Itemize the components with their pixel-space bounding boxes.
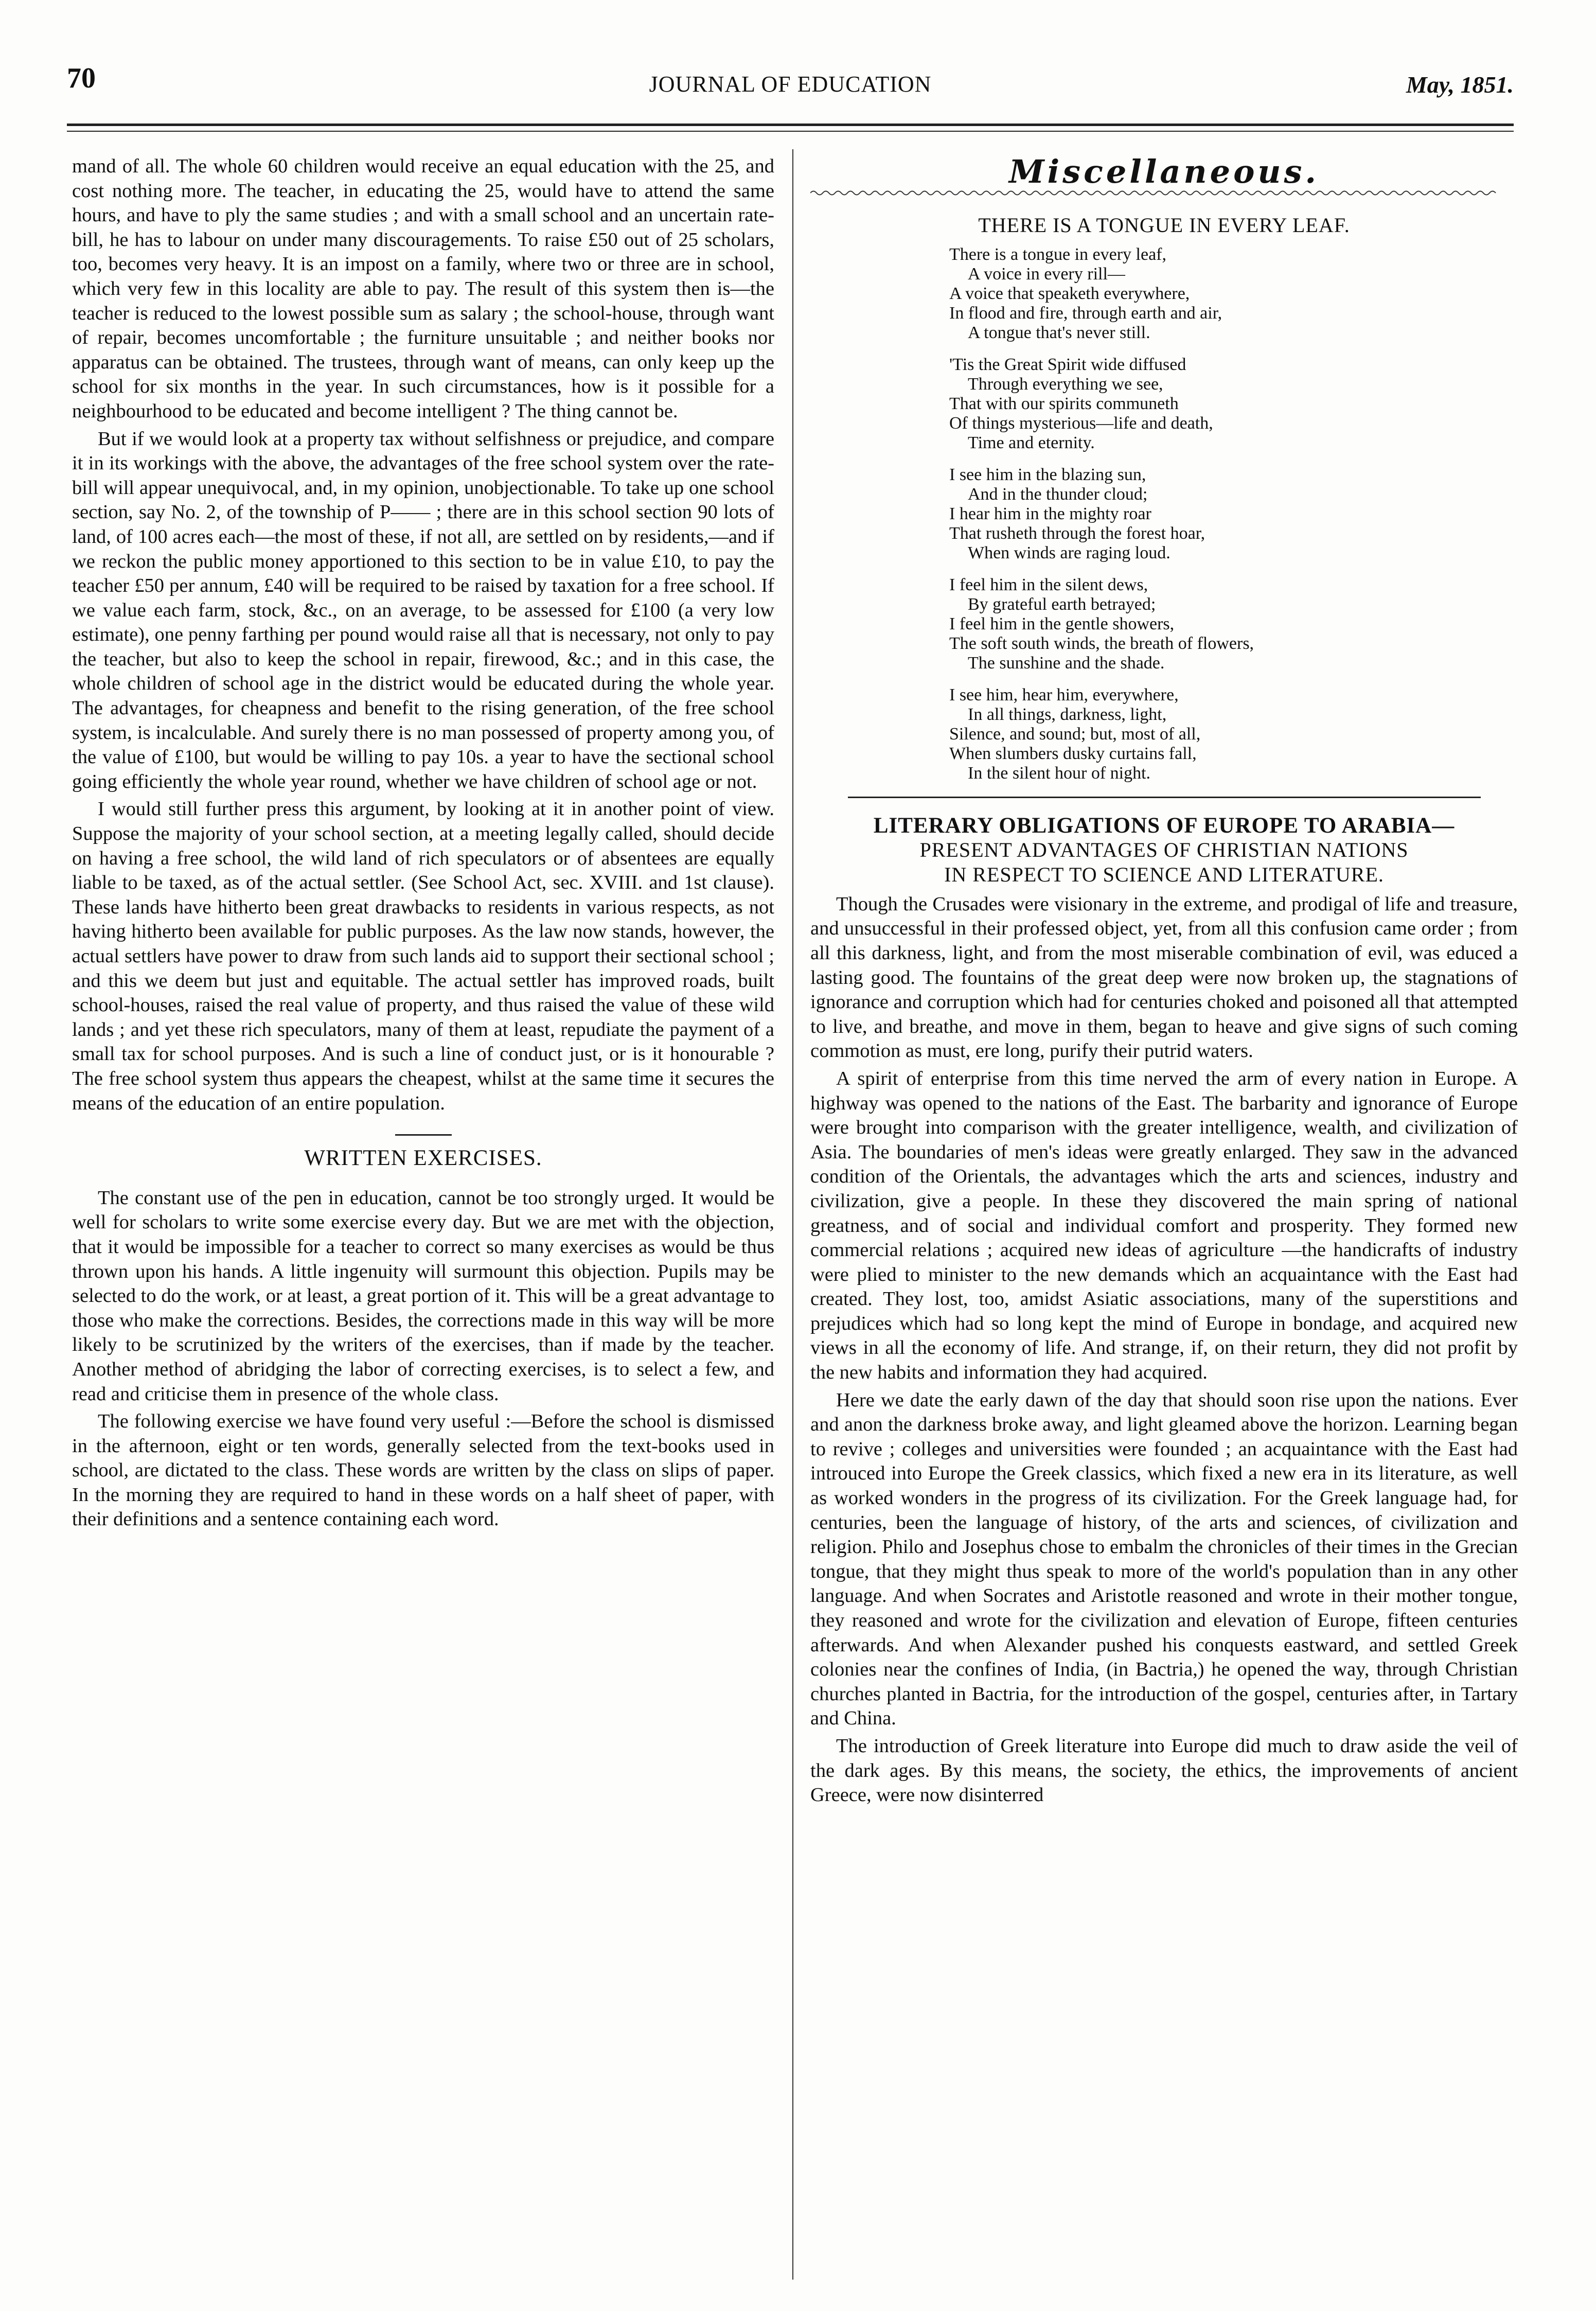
miscellaneous-heading: Miscellaneous.: [1008, 153, 1319, 190]
poem-line: I hear him in the mighty roar: [949, 504, 1151, 523]
poem-stanza: [949, 685, 1518, 783]
poem-line: That rusheth through the forest hoar,: [949, 523, 1205, 543]
header-rule: [67, 124, 1514, 126]
section-divider: [848, 797, 1481, 798]
poem-line: In the silent hour of night.: [968, 763, 1151, 783]
article-subtitle-line: PRESENT ADVANTAGES OF CHRISTIAN NATIONS: [919, 838, 1409, 861]
issue-date: May, 1851.: [1406, 72, 1514, 98]
article-title: LITERARY OBLIGATIONS OF EUROPE TO ARABIA—: [873, 813, 1455, 838]
right-column: [810, 154, 1518, 1811]
poem-line: By grateful earth betrayed;: [968, 594, 1156, 614]
paragraph: The following exercise we have found very useful :—Before the school is dismissed in the afternoon, eight or ten words, generally selected from the text-books used in school, are dictated to the class. These words are written by the class on slips of paper. In the morning they are required to hand in these words on a half sheet of paper, with their definitions and a sentence containing each word.: [72, 1410, 774, 1530]
paragraph: I would still further press this argument, by looking at it in another point of view. Suppose the majority of your school section, at a meeting legally called, should decide on having a free school, the wild land of rich speculators or of absentees are equally liable to be taxed, as of the actual settler. (See School Act, sec. XVIII. and 1st clause). These lands have hitherto been great drawbacks to residents in various respects, as not having hitherto been available for public purposes. As the law now stands, however, the actual settlers have power to draw from such lands aid to support their sectional school ; and this we deem but just and equitable. The actual settler has improved roads, built school-houses, raised the real value of property, and thus raised the value of these wild lands ; and yet these rich speculators, many of them at least, repudiate the payment of a small tax for school purposes. And is such a line of conduct just, or is it honourable ? The free school system thus appears the cheapest, whilst at the same time it secures the means of the education of an entire population.: [72, 798, 774, 1114]
paragraph: mand of all. The whole 60 children would receive an equal education with the 25, and cost nothing more. The teacher, in educating the 25, would have to attend the same hours, and have to ply the same studies ; and with a small school and an uncertain rate-bill, he has to labour on under many discouragements. To raise £50 out of 25 scholars, too, becomes very heavy. It is an impost on a family, where two or three are in school, which very few in this locality are able to pay. The result of this system then is—the teacher is reduced to the lowest possible sum as salary ; the school-house, through want of repair, becomes uncomfortable ; the furniture unsuitable ; and neither books nor apparatus can be obtained. The trustees, through want of means, can only keep up the school for six months in the year. In such circumstances, how is it possible for a neighbourhood to be educated and become intelligent ? The thing cannot be.: [72, 155, 774, 422]
poem-line: Silence, and sound; but, most of all,: [949, 724, 1201, 744]
poem-line: Of things mysterious—life and death,: [949, 413, 1213, 433]
left-column: [72, 154, 774, 1535]
poem-line: A voice in every rill—: [968, 264, 1125, 284]
poem-line: When slumbers dusky curtains fall,: [949, 744, 1197, 763]
page-number: 70: [67, 62, 96, 94]
poem-line: When winds are raging loud.: [968, 543, 1171, 562]
poem-line: A tongue that's never still.: [968, 323, 1150, 342]
section-heading-written-exercises: WRITTEN EXERCISES.: [304, 1146, 542, 1171]
paragraph: Though the Crusades were visionary in the extreme, and prodigal of life and treasure, and unsuccessful in their professed object, yet, from all this confusion came order ; from all this darkness, light, and from the most miserable combination of evil, was educed a lasting good. The fountains of the great deep were now broken up, the stagnations of ignorance and corruption which had for centuries choked and poisoned all that attempted to live, and breathe, and move in them, began to heave and give signs of such coming commotion as must, ere long, purify their putrid waters.: [810, 893, 1518, 1062]
poem-title: THERE IS A TONGUE IN EVERY LEAF.: [978, 214, 1350, 237]
poem-line: Through everything we see,: [968, 374, 1163, 394]
poem-line: There is a tongue in every leaf,: [949, 244, 1166, 264]
poem-line: In all things, darkness, light,: [968, 704, 1167, 724]
poem: [949, 245, 1518, 783]
poem-line: I see him, hear him, everywhere,: [949, 685, 1179, 704]
poem-line: In flood and fire, through earth and air,: [949, 303, 1222, 323]
poem-stanza: [949, 355, 1518, 453]
poem-stanza: [949, 465, 1518, 563]
poem-stanza: [949, 245, 1518, 343]
paragraph: Here we date the early dawn of the day that should soon rise upon the nations. Ever and anon the darkness broke away, and light gleamed above the horizon. Learning began to revive ; colleges and universities were founded ; an acquaintance with the East had introuced into Europe the Greek classics, which fixed a new era in its literature, as well as worked wonders in the progress of its civilization. For the Greek language had, for centuries, been the language of history, of the arts and sciences, of civilization and religion. Philo and Josephus chose to embalm the chronicles of their times in the Grecian tongue, that they might thus speak to more of the world's population than in any other language. And when Socrates and Aristotle reasoned and wrote in their mother tongue, they reasoned and wrote for the civilization and elevation of Europe, fifteen centuries afterwards. And when Alexander pushed his conquests eastward, and settled Greek colonies near the confines of India, (in Bactria,) he opened the way, through Christian churches planted in Bactria, for the introduction of the gospel, centuries after, in Tartary and China.: [810, 1389, 1518, 1730]
journal-title: JOURNAL OF EDUCATION: [649, 72, 932, 97]
running-header: [67, 62, 1514, 103]
poem-line: A voice that speaketh everywhere,: [949, 284, 1190, 303]
poem-line: I see him in the blazing sun,: [949, 465, 1146, 484]
poem-line: The sunshine and the shade.: [968, 653, 1165, 673]
poem-line: The soft south winds, the breath of flowers,: [949, 633, 1254, 653]
article-subtitle-line: IN RESPECT TO SCIENCE AND LITERATURE.: [944, 862, 1384, 886]
paragraph: A spirit of enterprise from this time nerved the arm of every nation in Europe. A highway was opened to the nations of the East. The barbarity and ignorance of Europe were brought into comparison with the greater intelligence, wealth, and civilization of Asia. The boundaries of men's ideas were greatly enlarged. They saw in the advanced condition of the Orientals, the advantages which the arts and sciences, industry and civilization, give a people. In these they discovered the main spring of national greatness, and of social and individual comfort and prosperity. They formed new commercial relations ; acquired new ideas of agriculture —the handicrafts of industry were plied to minister to the new demands which an acquaintance with the East had created. They lost, too, amidst Asiatic associations, many of the superstitions and prejudices which had so long kept the mind of Europe in bondage, and acquired new views in all the economy of life. And strange, if, on their return, they did not profit by the new habits and information they had acquired.: [810, 1067, 1518, 1384]
poem-line: I feel him in the gentle showers,: [949, 614, 1175, 633]
header-rule-thin: [67, 131, 1514, 132]
paragraph: But if we would look at a property tax without selfishness or prejudice, and compare it in its workings with the above, the advantages of the free school system over the rate-bill will appear unequivocal, and, in my opinion, unobjectionable. To take up one school section, say No. 2, of the township of P—— ; there are in this school section 90 lots of land, of 100 acres each—the most of these, if not all, are settled on by residents,—and if we reckon the public money apportioned to this section to be in value £10, to pay the teacher £50 per annum, £40 will be required to be raised by taxation for a free school. If we value each farm, stock, &c., on an average, to be assessed for £100 (a very low estimate), one penny farthing per pound would raise all that is necessary, not only to pay the teacher, but also to keep the school in repair, firewood, &c.; and in this case, the whole children of school age in the district would be educated during the whole year. The advantages, for cheapness and benefit to the rising generation, of the free school system, is incalculable. And surely there is no man possessed of property among you, of the value of £100, but would be willing to pay 10s. a year to have the sectional school going efficiently the whole year round, whether we have children of school age or not.: [72, 428, 774, 792]
article-subtitle: [810, 838, 1518, 887]
paragraph: The constant use of the pen in education, cannot be too strongly urged. It would be well for scholars to write some exercise every day. But we are met with the objection, that it would be impossible for a teacher to correct so many exercises as would be thus thrown upon his hands. A little ingenuity will surmount this objection. Pupils may be selected to do the work, or at least, a great portion of it. This will be a great advantage to those who make the corrections. Besides, the corrections made in this way will be more likely to be scrutinized by the writers of the exercises, than if made by the teacher. Another method of abridging the labor of correcting exercises, is to select a few, and read and criticise them in presence of the whole class.: [72, 1187, 774, 1405]
section-divider: [395, 1134, 452, 1136]
poem-line: I feel him in the silent dews,: [949, 575, 1148, 594]
paragraph: The introduction of Greek literature into Europe did much to draw aside the veil of the dark ages. By this means, the society, the ethics, the improvements of ancient Greece, were now disinterred: [810, 1735, 1518, 1806]
column-divider: [792, 149, 793, 2280]
wavy-rule: [810, 188, 1518, 198]
poem-line: And in the thunder cloud;: [968, 484, 1148, 504]
poem-stanza: [949, 575, 1518, 673]
poem-line: That with our spirits communeth: [949, 394, 1179, 413]
poem-line: 'Tis the Great Spirit wide diffused: [949, 355, 1186, 374]
poem-line: Time and eternity.: [968, 433, 1095, 452]
